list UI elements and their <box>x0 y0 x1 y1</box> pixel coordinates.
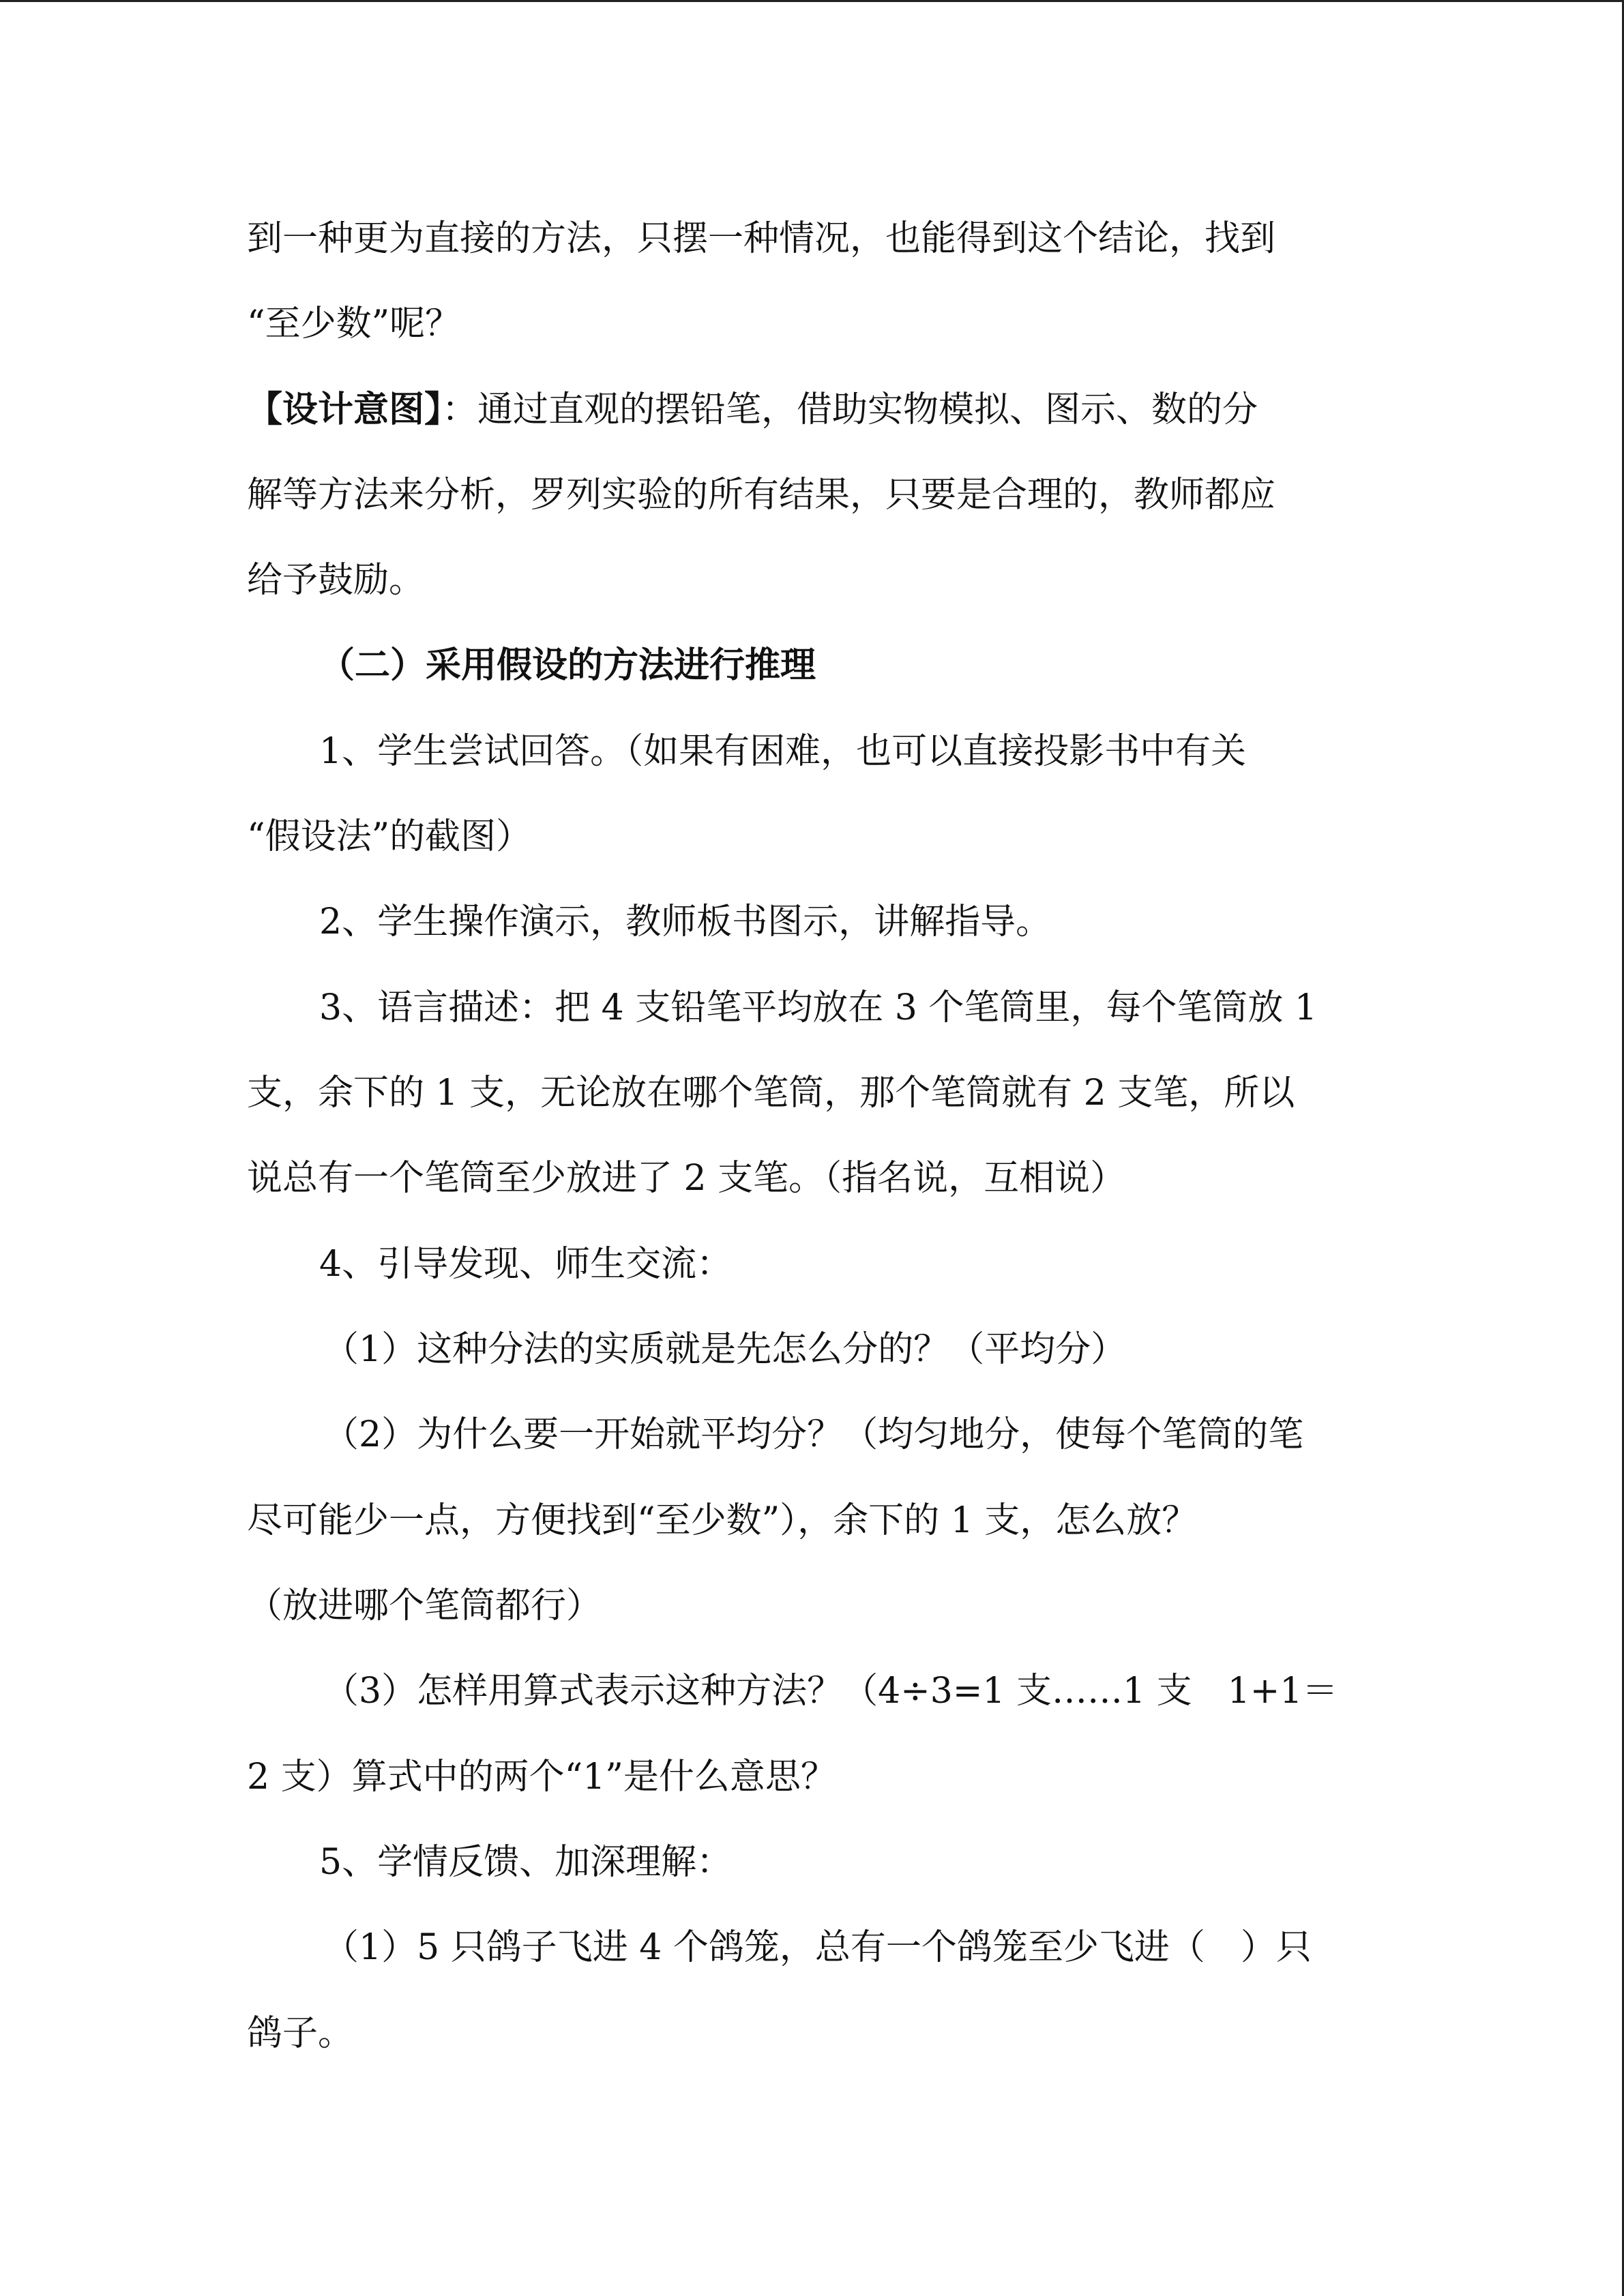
paragraph-line: 尽可能少一点，方便找到“至少数”），余下的 1 支，怎么放？ <box>247 1500 1198 1541</box>
list-item: 5、学情反馈、加深理解： <box>319 1842 733 1883</box>
list-subitem: （1）5 只鸽子飞进 4 个鸽笼，总有一个鸽笼至少飞进（ ）只 <box>323 1927 1312 1968</box>
page-border-top <box>0 0 1624 2</box>
list-item: 1、学生尝试回答。（如果有困难，也可以直接投影书中有关 <box>319 731 1247 772</box>
list-item: 2、学生操作演示，教师板书图示，讲解指导。 <box>319 901 1052 942</box>
paragraph-line: （放进哪个笔筒都行） <box>247 1585 602 1626</box>
paragraph-line: 支，余下的 1 支，无论放在哪个笔筒，那个笔筒就有 2 支笔，所以 <box>247 1073 1295 1114</box>
section-heading: （二）采用假设的方法进行推理 <box>319 644 816 686</box>
design-intent-label: 【设计意图】 <box>247 389 443 430</box>
design-intent-line <box>247 388 1258 432</box>
paragraph-line: 2 支）算式中的两个“1”是什么意思？ <box>247 1757 836 1798</box>
list-item: 4、引导发现、师生交流： <box>319 1244 733 1285</box>
list-subitem: （2）为什么要一开始就平均分？（均匀地分，使每个笔筒的笔 <box>323 1414 1304 1455</box>
design-intent-colon: ： <box>442 389 478 430</box>
list-subitem: （1）这种分法的实质就是先怎么分的？（平均分） <box>323 1329 1127 1370</box>
paragraph-line: 解等方法来分析，罗列实验的所有结果，只要是合理的，教师都应 <box>247 475 1276 516</box>
list-item: 3、语言描述：把 4 支铅笔平均放在 3 个笔筒里，每个笔筒放 1 <box>319 987 1317 1028</box>
paragraph-line: 说总有一个笔筒至少放进了 2 支笔。（指名说，互相说） <box>247 1158 1126 1199</box>
list-subitem: （3）怎样用算式表示这种方法？（4÷3=1 支……1 支 1+1＝ <box>323 1671 1338 1712</box>
paragraph-line: “至少数”呢？ <box>247 303 461 344</box>
paragraph-line: 到一种更为直接的方法，只摆一种情况，也能得到这个结论，找到 <box>247 218 1276 259</box>
paragraph-line: 给予鼓励。 <box>247 560 425 601</box>
paragraph-line: 鸽子。 <box>247 2013 354 2054</box>
design-intent-text: 通过直观的摆铅笔，借助实物模拟、图示、数的分 <box>477 389 1258 430</box>
paragraph-line: “假设法”的截图） <box>247 816 532 857</box>
